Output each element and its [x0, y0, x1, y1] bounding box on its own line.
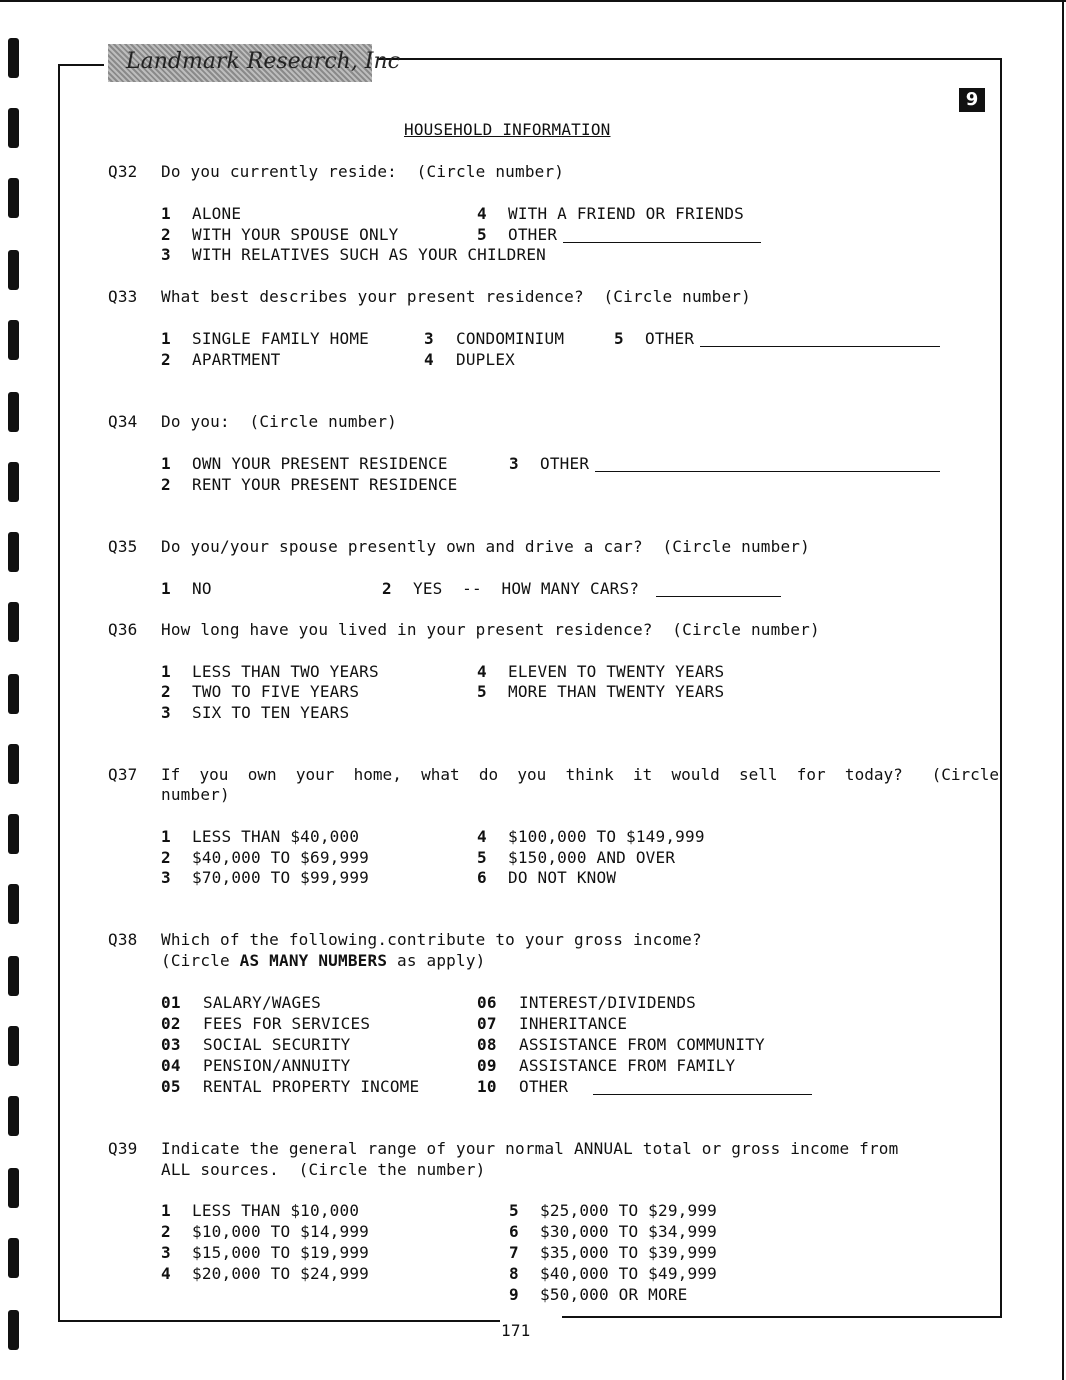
- other-write-in-line[interactable]: [593, 1094, 812, 1095]
- option-number[interactable]: 3: [161, 868, 171, 887]
- option-number[interactable]: 04: [161, 1056, 181, 1075]
- option-number[interactable]: 2: [382, 579, 392, 598]
- option-label: RENT YOUR PRESENT RESIDENCE: [192, 475, 458, 494]
- option-number[interactable]: 5: [614, 329, 624, 348]
- car-count-write-in-line[interactable]: [656, 596, 781, 597]
- option-label: ASSISTANCE FROM COMMUNITY: [519, 1035, 765, 1054]
- binder-hole: [8, 956, 19, 996]
- option-label: LESS THAN TWO YEARS: [192, 662, 379, 681]
- instruction-post: as apply): [387, 951, 486, 970]
- option-label: OTHER: [519, 1077, 569, 1096]
- question-text: Indicate the general range of your normal ANNUAL total or gross income from: [161, 1139, 899, 1158]
- question-number: Q39: [108, 1139, 138, 1158]
- option-number[interactable]: 2: [161, 682, 171, 701]
- option-label: $50,000 OR MORE: [540, 1285, 688, 1304]
- binder-hole: [8, 108, 19, 148]
- binder-hole: [8, 178, 19, 218]
- scan-edge-top: [0, 0, 1066, 2]
- binder-hole: [8, 814, 19, 854]
- option-label: WITH A FRIEND OR FRIENDS: [508, 204, 744, 223]
- option-number[interactable]: 1: [161, 827, 171, 846]
- option-number[interactable]: 4: [477, 827, 487, 846]
- option-number[interactable]: 4: [477, 662, 487, 681]
- option-number[interactable]: 05: [161, 1077, 181, 1096]
- option-number[interactable]: 7: [509, 1243, 519, 1262]
- option-label: INTEREST/DIVIDENDS: [519, 993, 696, 1012]
- option-label: RENTAL PROPERTY INCOME: [203, 1077, 420, 1096]
- option-label: ELEVEN TO TWENTY YEARS: [508, 662, 725, 681]
- option-label: SIX TO TEN YEARS: [192, 703, 350, 722]
- option-label: $100,000 TO $149,999: [508, 827, 705, 846]
- binder-hole: [8, 462, 19, 502]
- option-number[interactable]: 08: [477, 1035, 497, 1054]
- binder-hole: [8, 1168, 19, 1208]
- option-label: TWO TO FIVE YEARS: [192, 682, 360, 701]
- question-number: Q33: [108, 287, 138, 306]
- question-text: Do you currently reside: (Circle number): [161, 162, 565, 181]
- question-number: Q34: [108, 412, 138, 431]
- option-number[interactable]: 4: [161, 1264, 171, 1283]
- option-label: $40,000 TO $49,999: [540, 1264, 717, 1283]
- option-number[interactable]: 5: [477, 848, 487, 867]
- option-label: SINGLE FAMILY HOME: [192, 329, 369, 348]
- frame-top-left: [58, 64, 104, 66]
- option-number[interactable]: 6: [477, 868, 487, 887]
- option-label: APARTMENT: [192, 350, 281, 369]
- option-number[interactable]: 6: [509, 1222, 519, 1241]
- option-label: LESS THAN $10,000: [192, 1201, 360, 1220]
- option-label: FEES FOR SERVICES: [203, 1014, 371, 1033]
- option-label: NO: [192, 579, 212, 598]
- option-number[interactable]: 1: [161, 204, 171, 223]
- option-number[interactable]: 1: [161, 329, 171, 348]
- frame-left: [58, 64, 60, 1320]
- frame-bottom-right: [562, 1316, 1002, 1318]
- option-number[interactable]: 1: [161, 579, 171, 598]
- option-label: SALARY/WAGES: [203, 993, 321, 1012]
- frame-right: [1000, 58, 1002, 1318]
- option-number[interactable]: 06: [477, 993, 497, 1012]
- option-label: $15,000 TO $19,999: [192, 1243, 369, 1262]
- option-number[interactable]: 02: [161, 1014, 181, 1033]
- binder-hole: [8, 250, 19, 290]
- option-number[interactable]: 3: [161, 703, 171, 722]
- frame-bottom-left: [58, 1320, 500, 1322]
- option-label: WITH RELATIVES SUCH AS YOUR CHILDREN: [192, 245, 546, 264]
- option-label: $150,000 AND OVER: [508, 848, 676, 867]
- question-text: If you own your home, what do you think it would sell for today? (Circle: [161, 765, 1000, 784]
- option-number[interactable]: 1: [161, 1201, 171, 1220]
- question-number: Q32: [108, 162, 138, 181]
- section-tab-number: 9: [965, 89, 979, 110]
- other-write-in-line[interactable]: [700, 346, 940, 347]
- question-text: How long have you lived in your present residence? (Circle number): [161, 620, 820, 639]
- binder-hole: [8, 38, 19, 78]
- option-number[interactable]: 5: [509, 1201, 519, 1220]
- option-label: $25,000 TO $29,999: [540, 1201, 717, 1220]
- option-label: OTHER: [508, 225, 558, 244]
- binder-hole: [8, 392, 19, 432]
- option-number[interactable]: 4: [477, 204, 487, 223]
- option-number[interactable]: 5: [477, 682, 487, 701]
- scan-edge-right: [1062, 0, 1064, 1380]
- page-number: 171: [501, 1321, 531, 1340]
- option-number[interactable]: 4: [424, 350, 434, 369]
- question-text-continued: ALL sources. (Circle the number): [161, 1160, 486, 1179]
- option-number[interactable]: 1: [161, 454, 171, 473]
- option-number[interactable]: 3: [161, 1243, 171, 1262]
- option-number[interactable]: 2: [161, 1222, 171, 1241]
- option-number[interactable]: 5: [477, 225, 487, 244]
- other-write-in-line[interactable]: [595, 471, 940, 472]
- option-number[interactable]: 8: [509, 1264, 519, 1283]
- option-label: CONDOMINIUM: [456, 329, 565, 348]
- question-number: Q35: [108, 537, 138, 556]
- option-number[interactable]: 3: [509, 454, 519, 473]
- option-number[interactable]: 2: [161, 225, 171, 244]
- option-label: $35,000 TO $39,999: [540, 1243, 717, 1262]
- option-label: OTHER: [645, 329, 695, 348]
- company-logo: [108, 44, 400, 82]
- option-number[interactable]: 1: [161, 662, 171, 681]
- option-number[interactable]: 3: [424, 329, 434, 348]
- question-text-continued: number): [161, 785, 230, 804]
- binder-hole: [8, 602, 19, 642]
- binder-hole: [8, 1026, 19, 1066]
- question-number: Q38: [108, 930, 138, 949]
- option-label: $20,000 TO $24,999: [192, 1264, 369, 1283]
- option-label: $40,000 TO $69,999: [192, 848, 369, 867]
- option-label: YES -- HOW MANY CARS?: [413, 579, 640, 598]
- binder-hole: [8, 320, 19, 360]
- question-text-continued: [161, 951, 486, 971]
- question-text: Which of the following.contribute to your gross income?: [161, 930, 702, 949]
- option-number[interactable]: 2: [161, 350, 171, 369]
- option-label: $30,000 TO $34,999: [540, 1222, 717, 1241]
- option-number[interactable]: 9: [509, 1285, 519, 1304]
- option-number[interactable]: 07: [477, 1014, 497, 1033]
- option-number[interactable]: 01: [161, 993, 181, 1012]
- section-tab-badge: [959, 88, 985, 112]
- binder-hole: [8, 532, 19, 572]
- option-label: $10,000 TO $14,999: [192, 1222, 369, 1241]
- page-title: HOUSEHOLD INFORMATION: [404, 120, 611, 139]
- option-number[interactable]: 09: [477, 1056, 497, 1075]
- option-label: DUPLEX: [456, 350, 515, 369]
- binder-hole: [8, 884, 19, 924]
- option-number[interactable]: 2: [161, 475, 171, 494]
- option-label: $70,000 TO $99,999: [192, 868, 369, 887]
- question-number: Q37: [108, 765, 138, 784]
- option-number[interactable]: 03: [161, 1035, 181, 1054]
- other-write-in-line[interactable]: [563, 242, 761, 243]
- binder-hole: [8, 1310, 19, 1350]
- binder-hole: [8, 1238, 19, 1278]
- frame-top-right: [378, 58, 1002, 60]
- binder-hole: [8, 1096, 19, 1136]
- option-label: OWN YOUR PRESENT RESIDENCE: [192, 454, 448, 473]
- option-label: LESS THAN $40,000: [192, 827, 360, 846]
- question-text: Do you/your spouse presently own and drive a car? (Circle number): [161, 537, 810, 556]
- logo-text: Landmark Research, Inc: [126, 49, 400, 74]
- option-label: INHERITANCE: [519, 1014, 628, 1033]
- instruction-pre: (Circle: [161, 951, 240, 970]
- binder-hole: [8, 674, 19, 714]
- option-label: SOCIAL SECURITY: [203, 1035, 351, 1054]
- option-label: OTHER: [540, 454, 590, 473]
- option-number[interactable]: 2: [161, 848, 171, 867]
- option-label: DO NOT KNOW: [508, 868, 617, 887]
- option-label: PENSION/ANNUITY: [203, 1056, 351, 1075]
- option-label: ALONE: [192, 204, 242, 223]
- question-number: Q36: [108, 620, 138, 639]
- binder-hole: [8, 744, 19, 784]
- instruction-emphasis: AS MANY NUMBERS: [239, 951, 388, 970]
- option-label: WITH YOUR SPOUSE ONLY: [192, 225, 399, 244]
- question-text: What best describes your present residence? (Circle number): [161, 287, 751, 306]
- option-label: MORE THAN TWENTY YEARS: [508, 682, 725, 701]
- option-label: ASSISTANCE FROM FAMILY: [519, 1056, 736, 1075]
- option-number[interactable]: 10: [477, 1077, 497, 1096]
- question-text: Do you: (Circle number): [161, 412, 397, 431]
- option-number[interactable]: 3: [161, 245, 171, 264]
